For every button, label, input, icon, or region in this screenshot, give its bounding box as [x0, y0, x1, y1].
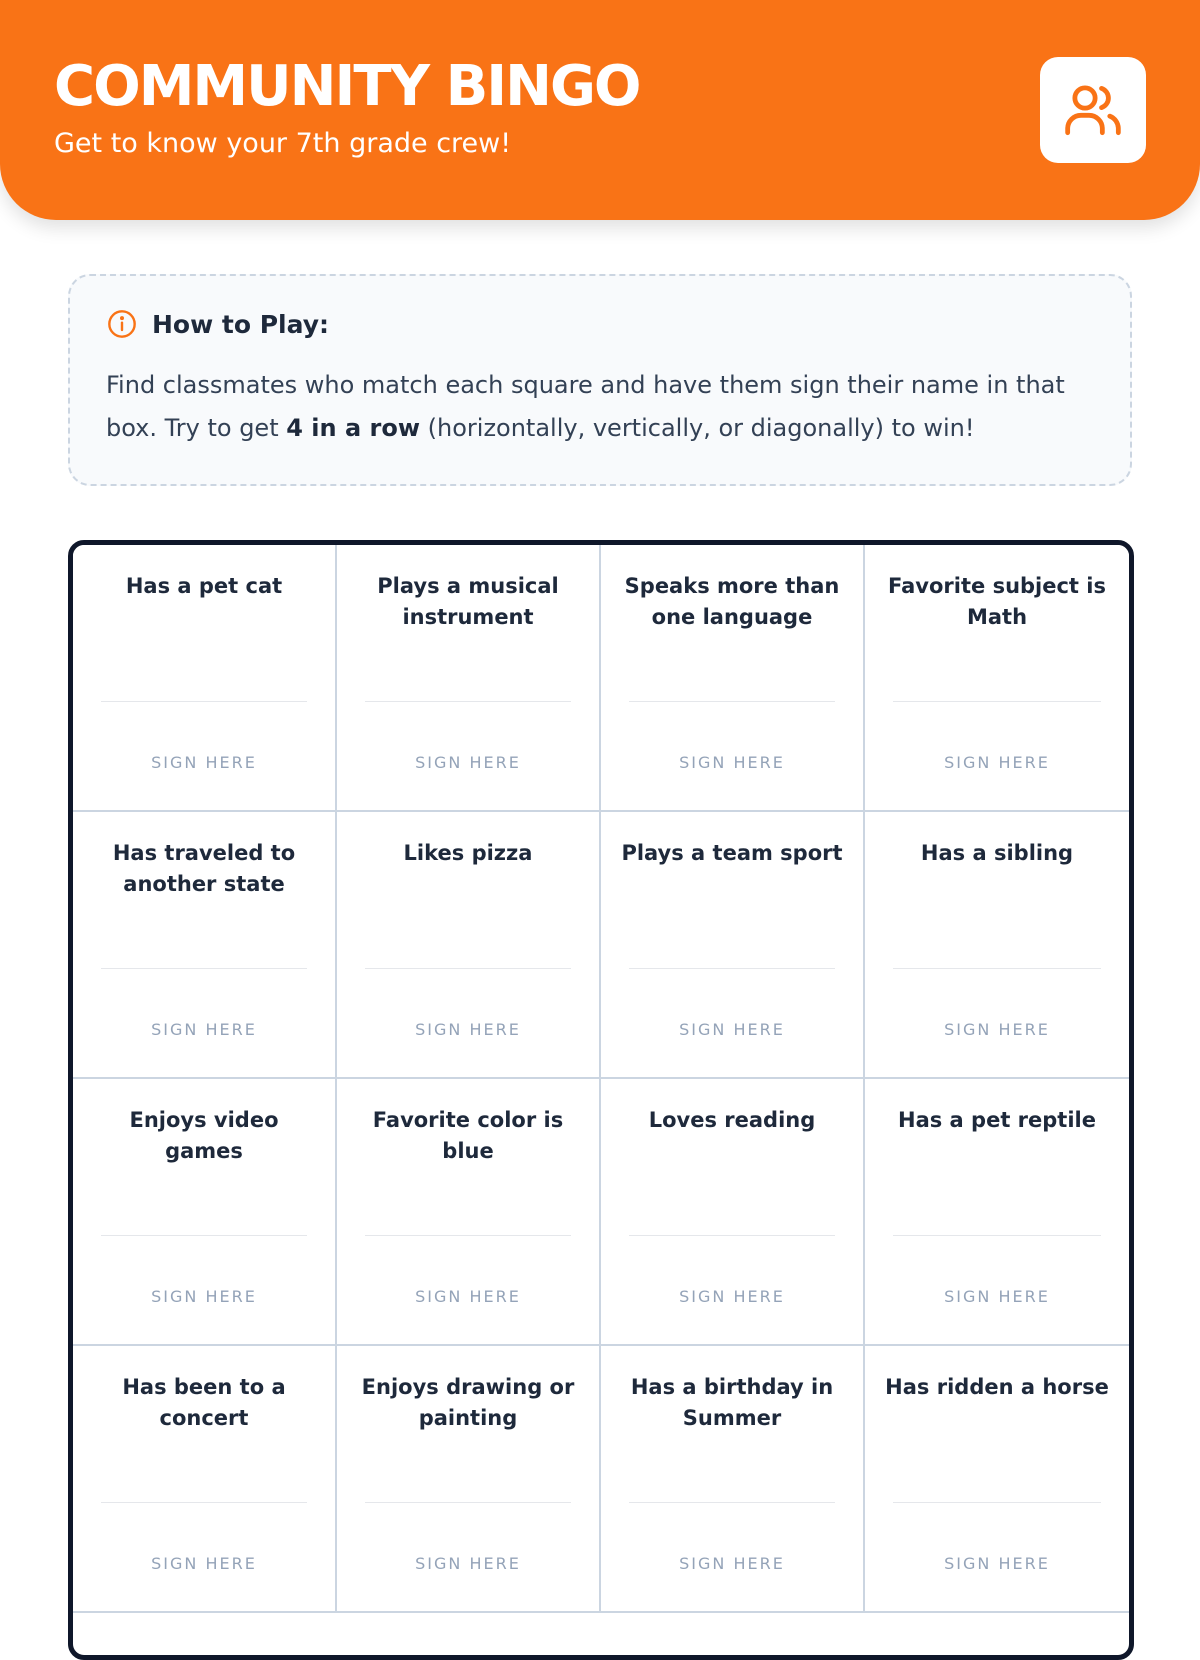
bingo-cell[interactable]: [865, 812, 1129, 1079]
page-title: COMMUNITY BINGO: [54, 54, 640, 119]
bingo-cell-prompt: Has been to a concert: [122, 1375, 286, 1430]
sign-here-label: SIGN HERE: [679, 1287, 785, 1306]
instructions-text-start: Find classmates who match each square and have them sign their name in that box. Try to get: [106, 371, 1065, 442]
sign-here-label: SIGN HERE: [151, 1554, 257, 1573]
signature-line: [893, 1502, 1101, 1503]
bingo-cell-prompt: Likes pizza: [403, 841, 533, 865]
signature-line: [365, 1235, 571, 1236]
how-to-play-box: [68, 274, 1132, 486]
instructions-text-emphasis: 4 in a row: [286, 414, 421, 442]
bingo-cell-prompt: Enjoys drawing or painting: [361, 1375, 575, 1430]
sign-here-label: SIGN HERE: [944, 1020, 1050, 1039]
signature-line: [101, 968, 307, 969]
signature-line: [101, 1235, 307, 1236]
signature-line: [365, 968, 571, 969]
bingo-cell-prompt: Has a birthday in Summer: [630, 1375, 834, 1430]
info-icon: [106, 308, 138, 340]
signature-line: [365, 1502, 571, 1503]
bingo-cell[interactable]: [601, 812, 865, 1079]
bingo-cell[interactable]: [865, 1079, 1129, 1346]
signature-line: [629, 1502, 835, 1503]
bingo-cell[interactable]: [601, 1346, 865, 1613]
sign-here-label: SIGN HERE: [151, 1020, 257, 1039]
bingo-cell[interactable]: [73, 1079, 337, 1346]
bingo-cell-prompt: Favorite color is blue: [372, 1108, 564, 1163]
sign-here-label: SIGN HERE: [151, 1287, 257, 1306]
bingo-cell-prompt: Plays a musical instrument: [377, 574, 559, 629]
sign-here-label: SIGN HERE: [679, 1554, 785, 1573]
users-icon: [1061, 78, 1125, 142]
bingo-grid: [68, 540, 1134, 1660]
bingo-cell-prompt: Has traveled to another state: [112, 841, 296, 896]
bingo-cell[interactable]: [73, 1346, 337, 1613]
signature-line: [365, 701, 571, 702]
how-to-play-heading: [106, 308, 329, 340]
users-badge: [1040, 57, 1146, 163]
bingo-cell[interactable]: [337, 812, 601, 1079]
bingo-cell[interactable]: [73, 545, 337, 812]
signature-line: [101, 701, 307, 702]
bingo-cell[interactable]: [337, 545, 601, 812]
bingo-cell[interactable]: [337, 1346, 601, 1613]
bingo-cell-prompt: Speaks more than one language: [624, 574, 840, 629]
signature-line: [629, 701, 835, 702]
page-header: [0, 0, 1200, 220]
sign-here-label: SIGN HERE: [944, 753, 1050, 772]
bingo-cell[interactable]: [601, 1079, 865, 1346]
bingo-cell-prompt: Has a pet reptile: [898, 1108, 1096, 1132]
sign-here-label: SIGN HERE: [415, 1287, 521, 1306]
signature-line: [101, 1502, 307, 1503]
bingo-cell[interactable]: [337, 1079, 601, 1346]
sign-here-label: SIGN HERE: [944, 1554, 1050, 1573]
how-to-play-instructions: [106, 364, 1096, 450]
bingo-cell[interactable]: [865, 545, 1129, 812]
bingo-cell[interactable]: [73, 812, 337, 1079]
bingo-cell[interactable]: [601, 545, 865, 812]
bingo-cell-prompt: Enjoys video games: [129, 1108, 279, 1163]
bingo-cell-prompt: Plays a team sport: [621, 841, 843, 865]
bingo-cell-prompt: Has ridden a horse: [885, 1375, 1109, 1399]
bingo-cell-prompt: Has a pet cat: [125, 574, 283, 598]
bingo-cell-prompt: Has a sibling: [920, 841, 1074, 865]
signature-line: [629, 968, 835, 969]
sign-here-label: SIGN HERE: [944, 1287, 1050, 1306]
sign-here-label: SIGN HERE: [415, 753, 521, 772]
signature-line: [893, 1235, 1101, 1236]
bingo-cell[interactable]: [865, 1346, 1129, 1613]
signature-line: [629, 1235, 835, 1236]
sign-here-label: SIGN HERE: [679, 753, 785, 772]
instructions-text-end: (horizontally, vertically, or diagonally) to win!: [420, 414, 975, 442]
bingo-cell-prompt: Loves reading: [648, 1108, 816, 1132]
signature-line: [893, 701, 1101, 702]
how-to-play-title: How to Play:: [152, 309, 330, 339]
page-subtitle: Get to know your 7th grade crew!: [54, 128, 512, 159]
sign-here-label: SIGN HERE: [415, 1554, 521, 1573]
sign-here-label: SIGN HERE: [151, 753, 257, 772]
signature-line: [893, 968, 1101, 969]
sign-here-label: SIGN HERE: [679, 1020, 785, 1039]
sign-here-label: SIGN HERE: [415, 1020, 521, 1039]
bingo-cell-prompt: Favorite subject is Math: [888, 574, 1106, 629]
